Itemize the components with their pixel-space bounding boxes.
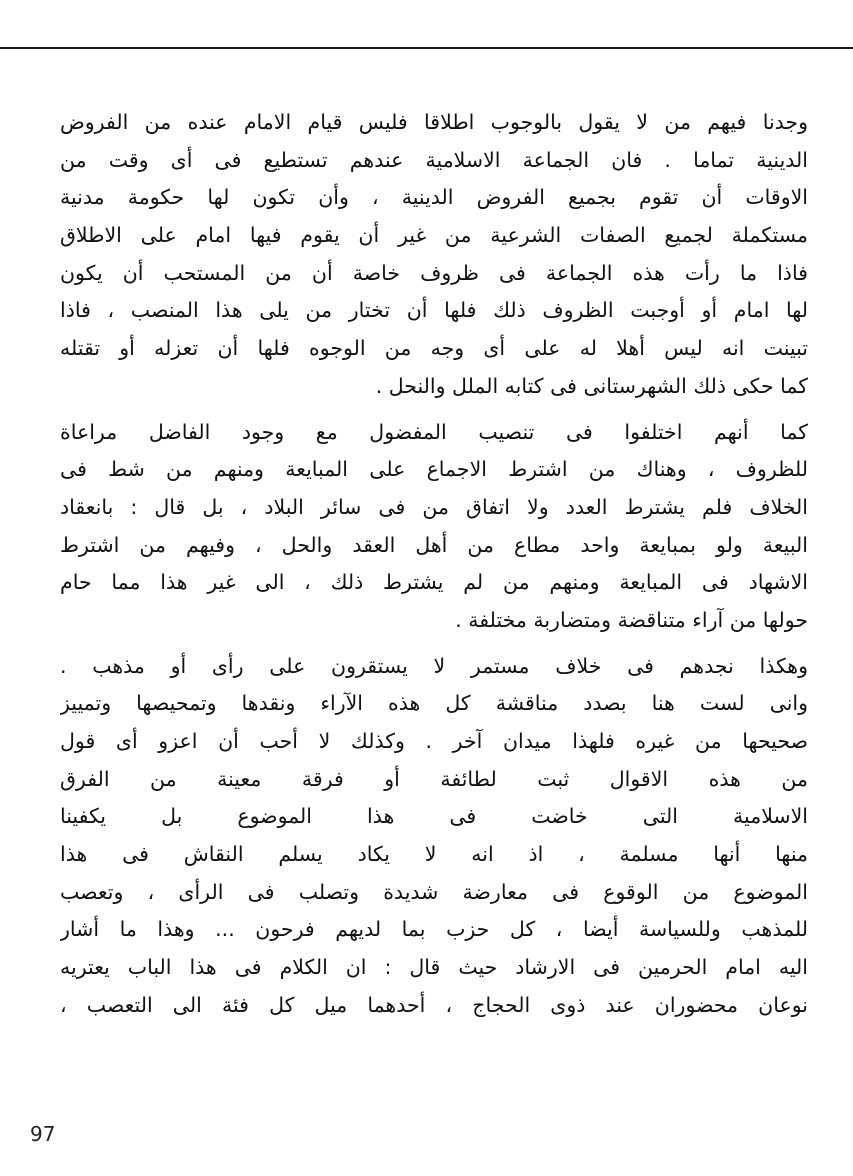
text-line: الدينية تماما . فان الجماعة الاسلامية عندهم تستطيع فى أى وقت من [60, 147, 808, 172]
text-line: حولها من آراء متناقضة ومتضاربة مختلفة . [455, 607, 808, 632]
text-line: الاسلامية التى خاضت فى هذا الموضوع بل يكفينا [60, 804, 808, 829]
header-rule [0, 47, 853, 49]
text-line: وجدنا فيهم من لا يقول بالوجوب اطلاقا فليس قيام الامام عنده من الفروض [60, 110, 808, 134]
text-line: وهكذا نجدهم فى خلاف مستمر لا يستقرون على رأى أو مذهب . [60, 653, 808, 678]
paragraph-gap [60, 640, 808, 648]
text-line: الخلاف فلم يشترط العدد ولا اتفاق من فى سائر البلاد ، بل قال : بانعقاد [60, 494, 808, 519]
body-text [60, 104, 808, 1025]
text-line: الموضوع من الوقوع فى معارضة شديدة وتصلب فى الرأى ، وتعصب [60, 879, 808, 904]
text-line: صحيحها من غيره فلهذا ميدان آخر . وكذلك لا أحب أن اعزو أى قول [60, 729, 808, 753]
text-line: كما حكى ذلك الشهرستانى فى كتابه الملل والنحل . [375, 373, 808, 398]
page-number: 97 [30, 1122, 56, 1146]
text-line: مستكملة لجميع الصفات الشرعية من غير أن يقوم فيها امام على الاطلاق [60, 223, 808, 248]
text-line: فاذا ما رأت هذه الجماعة فى ظروف خاصة أن من المستحب أن يكون [60, 260, 808, 285]
paragraph [60, 648, 808, 1025]
text-line: البيعة ولو بمبايعة واحد مطاع من أهل العقد والحل ، وفيهم من اشترط [60, 532, 808, 557]
text-line: الاشهاد فى المبايعة ومنهم من لم يشترط ذلك ، الى غير هذا مما حام [60, 570, 808, 595]
text-line: تبينت انه ليس أهلا له على أى وجه من الوجوه فلها أن تعزله أو تقتله [60, 336, 808, 361]
text-line: نوعان محضوران عند ذوى الحجاج ، أحدهما ميل كل فئة الى التعصب ، [60, 992, 808, 1017]
paragraph [60, 414, 808, 640]
text-line: من هذه الاقوال ثبت لطائفة أو فرقة معينة من الفرق [60, 766, 808, 791]
text-line: الاوقات أن تقوم بجميع الفروض الدينية ، وأن تكون لها حكومة مدنية [60, 185, 808, 210]
text-line: اليه امام الحرمين فى الارشاد حيث قال : ان الكلام فى هذا الباب يعتريه [60, 955, 808, 980]
paragraph [60, 104, 808, 406]
text-line: منها أنها مسلمة ، اذ انه لا يكاد يسلم النقاش فى هذا [60, 842, 808, 867]
text-line: لها امام أو أوجبت الظروف ذلك فلها أن تختار من يلى هذا المنصب ، فاذا [60, 298, 808, 323]
text-line: للظروف ، وهناك من اشترط الاجماع على المبايعة ومنهم من شط فى [60, 457, 808, 482]
paragraph-gap [60, 406, 808, 414]
text-line: للمذهب وللسياسة أيضا ، كل حزب بما لديهم فرحون ... وهذا ما أشار [60, 917, 808, 942]
text-line: وانى لست هنا بصدد مناقشة كل هذه الآراء ونقدها وتمحيصها وتمييز [60, 691, 808, 716]
text-line: كما أنهم اختلفوا فى تنصيب المفضول مع وجود الفاضل مراعاة [60, 419, 808, 444]
